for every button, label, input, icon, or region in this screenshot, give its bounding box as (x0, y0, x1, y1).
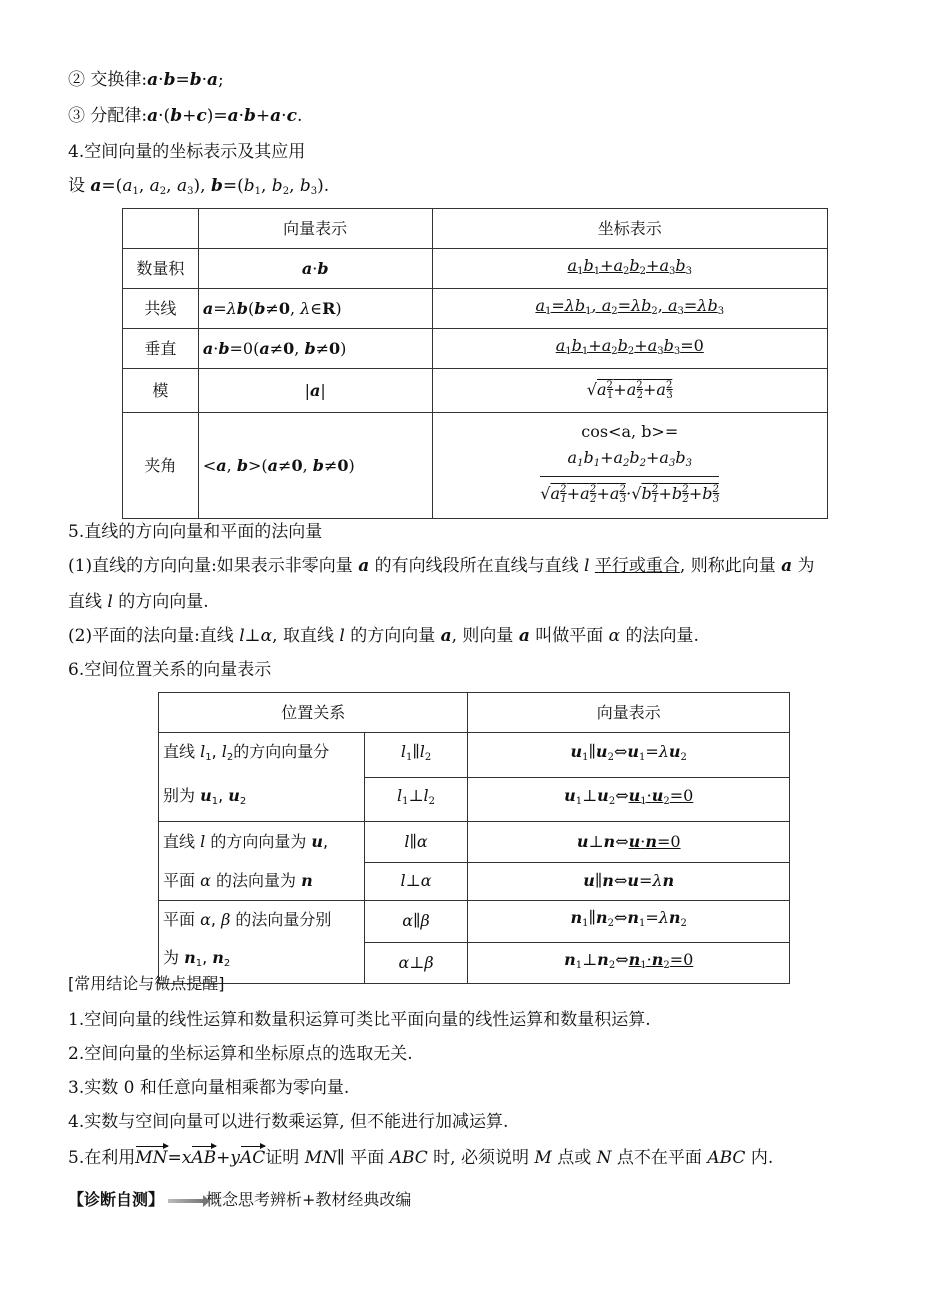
section4-title: 4.空间向量的坐标表示及其应用 (68, 142, 306, 162)
table-row: 夹角 <a, b>(a≠0, b≠0) cos<a, b>= $\frac{a_1b_1+a_2b_2+a_3b_3}{√a^2_1+a^2_2+a^2_3\cdot√b^2_1+b^2_2+b^2_3}$ (123, 413, 828, 519)
conclusion-item: 3.实数 0 和任意向量相乘都为零向量. (68, 1078, 350, 1098)
table1-header-vector: 向量表示 (198, 209, 432, 249)
row-label: 模 (123, 369, 199, 413)
table-row: 直线 l 的方向向量为 u, 平面 α 的法向量为 n l∥α u⊥n⇔u·n=0 (159, 822, 790, 863)
table-row: 共线 a=λb(b≠0, λ∈R) $a_1=\lambda b_1$, $a_2=\lambda b_2$, $a_3=\lambda b_3$ (123, 289, 828, 329)
table-row: 平面 α, β 的法向量分别 为 $n_1$, $n_2$ α∥β $n_1\parallel n_2\Leftrightarrow n_1=\lambda n_2$ (159, 901, 790, 943)
table2-header-vector: 向量表示 (468, 693, 790, 733)
table-row: 数量积 a·b $a_1b_1+a_2b_2+a_3b_3$ (123, 249, 828, 289)
section5-title: 5.直线的方向向量和平面的法向量 (68, 522, 323, 542)
section5-p2: (2)平面的法向量:直线 l⊥α, 取直线 l 的方向向量 a, 则向量 a 叫做平面 α 的法向量. (68, 626, 699, 646)
table-row: α⊥β $n_1\perp n_2\Leftrightarrow n_1\cdot n_2=0$ (159, 942, 790, 984)
section6-title: 6.空间位置关系的向量表示 (68, 660, 272, 680)
law-commutative: ② 交换律:a·b=b·a; (68, 70, 224, 90)
table1-header-empty (123, 209, 199, 249)
diagnostic-tag: 【诊断自测】 (68, 1190, 165, 1209)
section5-p1: (1)直线的方向向量:如果表示非零向量 a 的有向线段所在直线与直线 l 平行或重合, 则称此向量 a 为 (68, 556, 815, 576)
position-table (158, 692, 790, 984)
table-row: 垂直 a·b=0(a≠0, b≠0) $a_1b_1+a_2b_2+a_3b_3=0$ (123, 329, 828, 369)
diagnostic-section-header (68, 1187, 411, 1210)
table-row: $l_1\perp l_2$ $u_1\perp u_2\Leftrightarrow u_1\cdot u_2=0$ (159, 777, 790, 822)
arrow-icon (168, 1199, 204, 1203)
section5-p1-cont: 直线 l 的方向向量. (68, 592, 209, 612)
row-label: 垂直 (123, 329, 199, 369)
row-label: 夹角 (123, 413, 199, 519)
conclusion-item: 5.在利用MN=xAB+yAC证明 MN∥ 平面 ABC 时, 必须说明 M 点或 N 点不在平面 ABC 内. (68, 1148, 774, 1168)
diagnostic-subtitle: 概念思考辨析+教材经典改编 (206, 1190, 412, 1209)
table-row: 模 |a| $√a^2_1+a^2_2+a^2_3$ (123, 369, 828, 413)
table-row: 直线 $l_1$, $l_2$的方向向量分 别为 $u_1$, $u_2$ $l_1\parallel l_2$ $u_1\parallel u_2\Leftrightarrow u_1=\lambda u_2$ (159, 733, 790, 778)
setup-line: 设 $a=(a_1$, $a_2$, $a_3$), $b=(b_1$, $b_2$, $b_3$). (68, 176, 330, 197)
table-row: l⊥α u∥n⇔u=λn (159, 862, 790, 901)
law-distributive: ③ 分配律:a·(b+c)=a·b+a·c. (68, 106, 303, 126)
table1-header-coord: 坐标表示 (432, 209, 827, 249)
coordinate-table (122, 208, 828, 519)
conclusions-title: [常用结论与微点提醒] (68, 974, 225, 993)
table2-header-relation: 位置关系 (159, 693, 468, 733)
conclusion-item: 4.实数与空间向量可以进行数乘运算, 但不能进行加减运算. (68, 1112, 509, 1132)
row-label: 共线 (123, 289, 199, 329)
conclusion-item: 2.空间向量的坐标运算和坐标原点的选取无关. (68, 1044, 413, 1064)
angle-fraction: $\frac{a_1b_1+a_2b_2+a_3b_3}{√a^2_1+a^2_2+a^2_3\cdot√b^2_1+b^2_2+b^2_3}$ (540, 447, 720, 505)
row-label: 数量积 (123, 249, 199, 289)
conclusion-item: 1.空间向量的线性运算和数量积运算可类比平面向量的线性运算和数量积运算. (68, 1010, 651, 1030)
cos-label: cos<a, b>= (581, 421, 679, 441)
